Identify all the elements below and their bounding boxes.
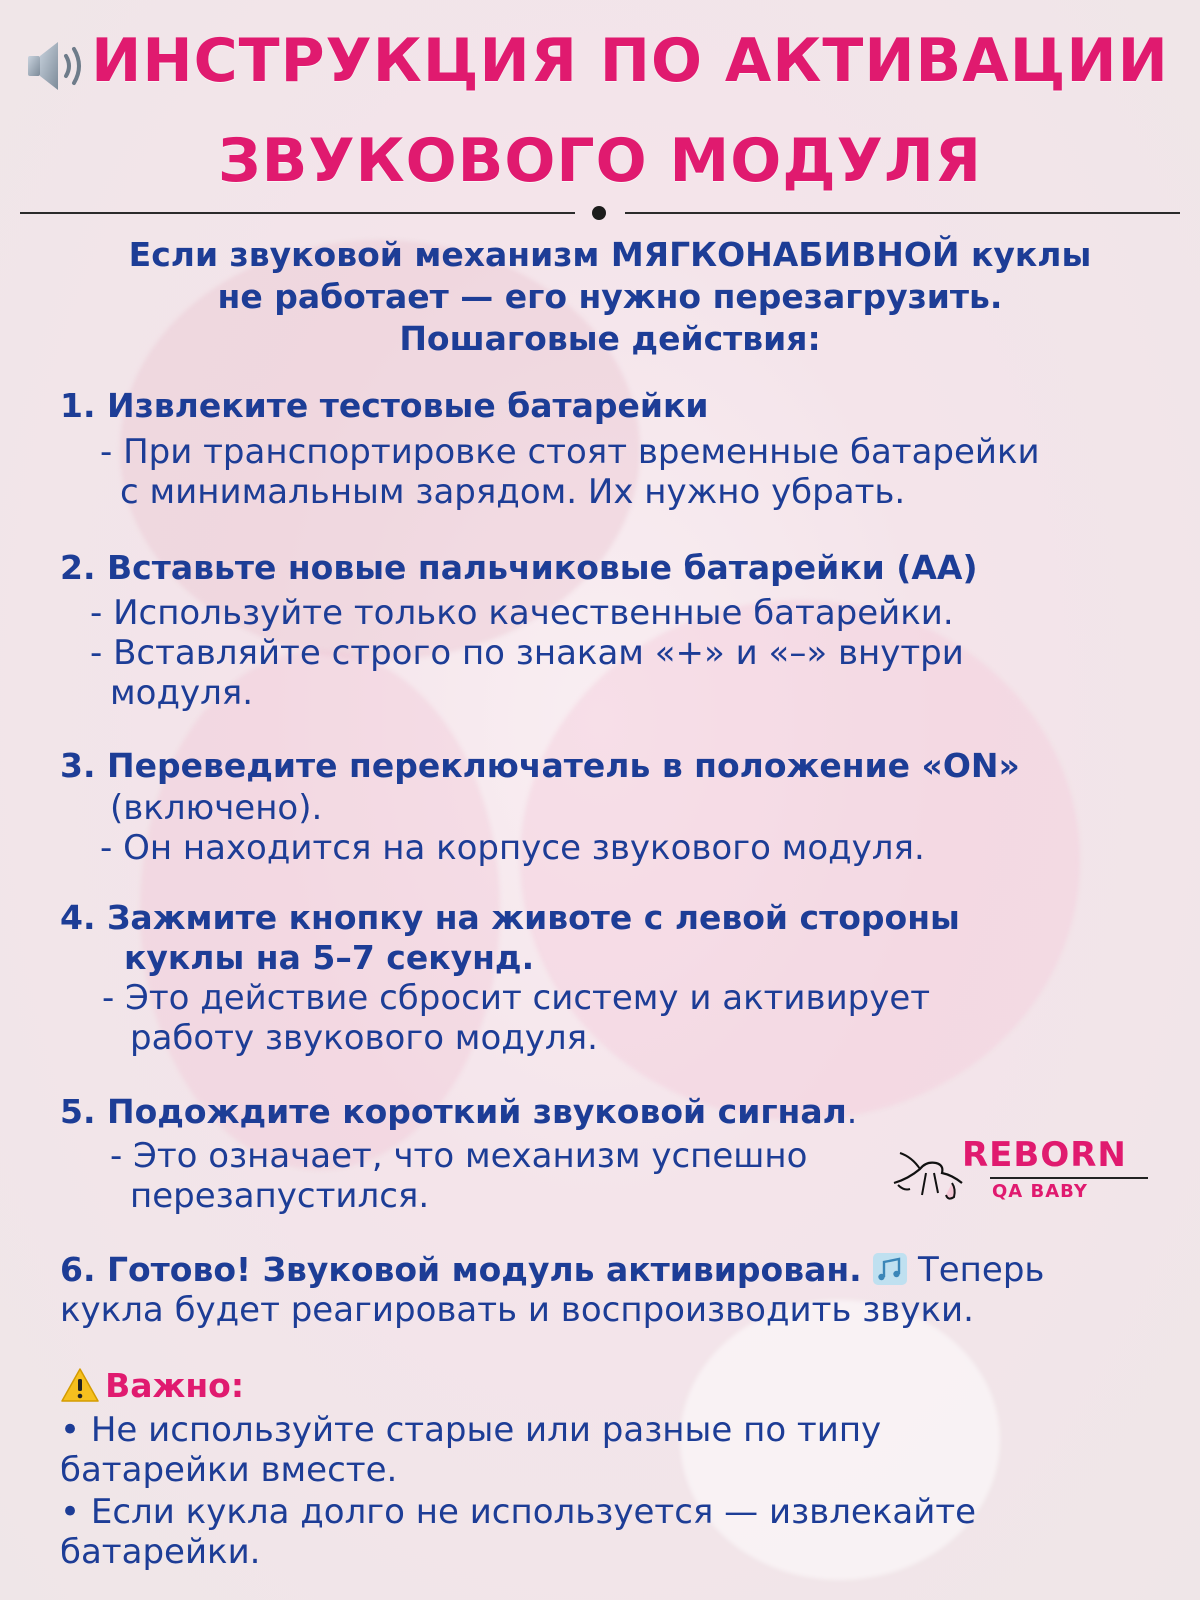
logo-subtitle: QA BABY: [992, 1181, 1088, 1202]
step-6-heading: [60, 1250, 1044, 1290]
note-bullet-2-line-1: • Если кукла долго не используется — извлекайте: [60, 1492, 977, 1532]
step-4-line-1: - Это действие сбросит систему и активирует: [102, 978, 931, 1018]
logo-divider: [990, 1177, 1148, 1179]
step-4-heading-2: куклы на 5–7 секунд.: [124, 938, 535, 977]
page-title: [0, 22, 1200, 200]
step-3-line-2: - Он находится на корпусе звукового модуля.: [100, 828, 925, 868]
step-1-line-2: с минимальным зарядом. Их нужно убрать.: [120, 472, 906, 512]
note-bullet-1-line-2: батарейки вместе.: [60, 1450, 398, 1490]
step-4-heading: 4. Зажмите кнопку на животе с левой стороны: [60, 898, 960, 937]
step-5-line-2: перезапустился.: [130, 1176, 430, 1216]
note-bullet-2-line-2: батарейки.: [60, 1532, 261, 1572]
stork-icon: [890, 1139, 970, 1209]
step-3-line-1: (включено).: [110, 788, 323, 828]
title-line-1: ИНСТРУКЦИЯ ПО АКТИВАЦИИ: [91, 26, 1169, 96]
step-2-heading: 2. Вставьте новые пальчиковые батарейки (АА): [60, 548, 978, 587]
step-6-heading-text: 6. Готово! Звуковой модуль активирован.: [60, 1250, 862, 1289]
step-4-line-2: работу звукового модуля.: [130, 1018, 598, 1058]
warning-icon: [60, 1367, 100, 1403]
music-notes-icon: [873, 1253, 907, 1285]
step-2-line-3: модуля.: [110, 673, 254, 713]
step-5-line-1: - Это означает, что механизм успешно: [110, 1136, 808, 1176]
intro-line-1: Если звуковой механизм МЯГКОНАБИВНОЙ куклы: [128, 235, 1092, 274]
step-1-line-1: - При транспортировке стоят временные батарейки: [100, 432, 1040, 472]
step-2-line-2: - Вставляйте строго по знакам «+» и «–» внутри: [90, 633, 964, 673]
note-title: Важно:: [105, 1366, 245, 1405]
title-divider: [20, 206, 1180, 220]
step-5-heading-tail: .: [846, 1092, 858, 1131]
title-line-2: ЗВУКОВОГО МОДУЛЯ: [218, 126, 982, 196]
step-3-heading: 3. Переведите переключатель в положение «ON»: [60, 746, 1020, 785]
note-heading: [60, 1366, 244, 1405]
intro-line-2: не работает — его нужно перезагрузить.: [217, 277, 1003, 316]
step-5-heading: [60, 1092, 857, 1132]
step-5-heading-text: 5. Подождите короткий звуковой сигнал: [60, 1092, 847, 1131]
intro-text: [40, 234, 1180, 360]
logo-brand: REBORN: [962, 1135, 1127, 1175]
reborn-logo: [900, 1135, 1160, 1205]
intro-line-3: Пошаговые действия:: [399, 319, 821, 358]
step-6-heading-tail: Теперь: [907, 1250, 1045, 1290]
note-bullet-1-line-1: • Не используйте старые или разные по типу: [60, 1410, 882, 1450]
step-2-line-1: - Используйте только качественные батарейки.: [90, 593, 954, 633]
step-1-heading: 1. Извлеките тестовые батарейки: [60, 386, 709, 425]
step-6-line-1: кукла будет реагировать и воспроизводить звуки.: [60, 1290, 974, 1330]
